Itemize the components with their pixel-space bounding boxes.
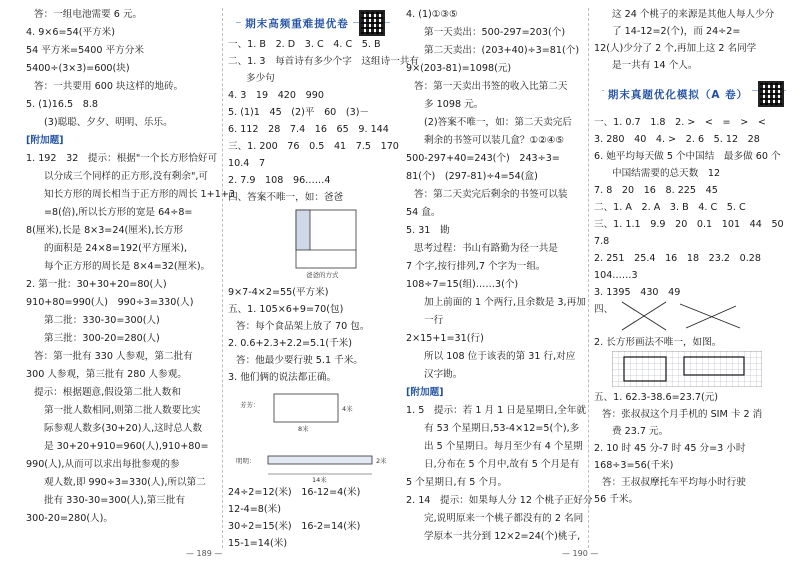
answer-line: 加上前面的 1 个两行,且余数是 3,再加 xyxy=(424,297,586,308)
answer-line: 第一天卖出：500-297=203(个) xyxy=(424,27,566,38)
banner-title: 期末真题优化模拟（A 卷） xyxy=(604,87,752,102)
figure-grid xyxy=(612,351,794,389)
answer-line: 910+80=990(人) 990÷3=330(人) xyxy=(26,297,194,308)
answer-line: 15-1=14(米) xyxy=(228,538,288,549)
answer-line: 一、1. 0.7 1.8 2. > < = > < xyxy=(594,117,766,128)
answer-line: 以分成三个同样的正方形,没有剩余",可 xyxy=(44,171,209,182)
answer-line: 思考过程：书山有路勤为径一共是 xyxy=(414,243,558,254)
dim-8m: 8米 xyxy=(298,425,309,433)
crossing-lines-diagram xyxy=(616,298,746,334)
answer-line: 7.8 xyxy=(594,236,610,247)
answer-line: 第二天卖出：(203+40)÷3=81(个) xyxy=(424,45,580,56)
qr-code-icon xyxy=(359,10,385,36)
answer-line: 1. 5 提示：若 1 月 1 日是星期日,全年就 xyxy=(406,405,587,416)
figure-rooms xyxy=(286,206,398,284)
answer-line: 9×(203-81)=1098(元) xyxy=(406,63,512,74)
answer-line: 一行 xyxy=(424,315,444,326)
answer-line: 2. 0.6+2.3+2.2=5.1(千米) xyxy=(228,338,353,349)
answer-line: 了 14-12=2(个)，而 24÷2= xyxy=(612,26,741,37)
answer-line: 二、1. 3 每首诗有多少个字 这组诗一共有 xyxy=(228,56,419,67)
page-number: — 189 — xyxy=(186,549,223,558)
answer-line: 2. 第一批：30+30+20=80(人) xyxy=(26,279,167,290)
answer-line: 答：第一天卖出书签的收入比第二天 xyxy=(414,81,568,92)
answer-line: 24÷2=12(米) 16-12=4(米) xyxy=(228,487,361,498)
answer-line: 5. (1)1 45 (2)平 60 (3)－ xyxy=(228,107,370,118)
rectangle-grid-diagram xyxy=(612,351,762,387)
answer-line: 2. 10 时 45 分-7 时 45 分=3 小时 xyxy=(594,443,746,454)
answer-line: 日,分布在 5 个月中,故有 5 个月是有 xyxy=(424,459,580,470)
dim-4m: 4米 xyxy=(342,405,353,413)
answer-line: 300 人参观，第三批有 280 人参观。 xyxy=(26,369,187,380)
answer-line: 五、1. 62.3-38.6=23.7(元) xyxy=(594,392,719,403)
answer-column-2 xyxy=(228,6,419,552)
answer-line: 答：张叔叔这个月手机的 SIM 卡 2 消 xyxy=(602,409,763,420)
room-diagram xyxy=(286,206,376,278)
answer-line: 56 千米。 xyxy=(594,494,639,505)
answer-line: 54 盒。 xyxy=(406,207,441,218)
answer-line: 4. 3 19 420 990 xyxy=(228,90,324,101)
answer-line: 500-297+40=243(个) 243÷3= xyxy=(406,153,560,164)
answer-line: 第一批人数相同,则第二批人数要比实 xyxy=(44,405,201,416)
answer-line: 12-4=8(米) xyxy=(228,504,281,515)
answer-line: 四、 xyxy=(594,304,614,315)
answer-line: 答：第一批有 330 人参观，第二批有 xyxy=(34,351,193,362)
answer-line: 3. 280 40 4. > 2. 6 5. 12 28 xyxy=(594,134,760,145)
answer-line: [附加题] xyxy=(26,135,64,146)
answer-line: 费 23.7 元。 xyxy=(612,426,669,437)
answer-line: 一、1. B 2. D 3. C 4. C 5. B xyxy=(228,39,381,50)
answer-line: 5400÷(3×3)=600(块) xyxy=(26,63,130,74)
answer-column-1 xyxy=(26,6,235,528)
answer-line: 6. 她平均每天做 5 个中国结 最多做 60 个 xyxy=(594,151,781,162)
answer-line: 1. 192 32 提示：根据"一个长方形恰好可 xyxy=(26,153,218,164)
answer-line: 观人数,即 990÷3=330(人),所以第二 xyxy=(44,477,206,488)
answer-line: 批有 330-30=300(人),第三批有 xyxy=(44,495,186,506)
answer-line: 三、1. 1.1 9.9 20 0.1 101 44 50 xyxy=(594,219,784,230)
answer-line: 2. 251 25.4 16 18 23.2 0.28 xyxy=(594,253,761,264)
answer-column-4 xyxy=(594,6,794,508)
answer-line: 104……3 xyxy=(594,270,638,281)
answer-line: 知长方形的周长相当于正方形的周长 1+1+3 xyxy=(44,189,235,200)
answer-line: 汉字勘。 xyxy=(424,369,463,380)
answer-line: 有 53 个星期日,53-4×12=5(个),多 xyxy=(424,423,580,434)
dim-14m: 14米 xyxy=(312,476,327,484)
column-divider xyxy=(222,8,223,548)
answer-line: 三、1. 200 76 0.5 41 7.5 170 xyxy=(228,141,399,152)
answer-line: 答：王叔叔摩托车平均每小时行驶 xyxy=(602,477,746,488)
answer-line: 2×15+1=31(行) xyxy=(406,333,484,344)
answer-line: 是一共有 14 个人。 xyxy=(612,60,698,71)
answer-line: 际参观人数多(30+20)人,这时总人数 xyxy=(44,423,203,434)
dim-2m: 2米 xyxy=(376,457,387,465)
mingming-label: 明明： xyxy=(236,457,256,465)
answer-line: 54 平方米=5400 平方分米 xyxy=(26,45,144,56)
fangfang-label: 芳芳： xyxy=(240,401,260,409)
answer-line: 是 30+20+910=960(人),910+80= xyxy=(44,441,209,452)
answer-line: 81(个) (297-81)÷4=54(盒) xyxy=(406,171,538,182)
answer-line: 答：一组电池需要 6 元。 xyxy=(34,9,143,20)
answer-line: 10.4 7 xyxy=(228,158,266,169)
answer-line: 每个正方形的周长是 8×4=32(厘米)。 xyxy=(44,261,211,272)
answer-line: 3. 1395 430 49 xyxy=(594,287,681,298)
figure-caption: 爸爸的方式 xyxy=(306,271,339,279)
answer-line: 五、1. 105×6+9=70(包) xyxy=(228,304,344,315)
answer-line: 2. 长方形画法不唯一，如图。 xyxy=(594,337,722,348)
qr-code-icon xyxy=(758,81,784,107)
answer-line: 9×7-4×2=55(平方米) xyxy=(228,287,329,298)
answer-line: 7. 8 20 16 8. 225 45 xyxy=(594,185,718,196)
answer-line: 4. 9×6=54(平方米) xyxy=(26,27,115,38)
answer-line: 答：他最少要行驶 5.1 千米。 xyxy=(236,355,363,366)
answer-line: 5 个星期日,有 5 个月。 xyxy=(406,477,508,488)
answer-line: 990(人),从而可以求出每批参观的参 xyxy=(26,459,180,470)
answer-line: 提示：根据题意,假设第二批人数和 xyxy=(34,387,181,398)
answer-column-3 xyxy=(406,6,593,546)
answer-line: 剩余的书签可以装几盒？①②④⑤ xyxy=(424,135,564,146)
banner-title: 期末高频重难提优卷 xyxy=(241,16,353,31)
answer-line: 学原本一共分到 12×2=24(个)桃子, xyxy=(424,531,581,542)
answer-line: 300-20=280(人)。 xyxy=(26,513,114,524)
figure-fence xyxy=(228,386,398,484)
answer-line: 4. (1)①③⑤ xyxy=(406,9,458,20)
answer-line: 中国结需要的总天数 12 xyxy=(612,168,721,179)
answer-line: 2. 7.9 108 96……4 xyxy=(228,175,331,186)
figure-crossing-lines xyxy=(616,298,794,334)
right-page xyxy=(400,0,800,566)
section-banner xyxy=(228,6,398,40)
answer-line: 四、答案不唯一，如：爸爸 xyxy=(228,192,344,203)
answer-line: 168÷3=56(千米) xyxy=(594,460,674,471)
answer-line: 第二批：330-30=300(人) xyxy=(44,315,160,326)
answer-line: 答：每个食品架上放了 70 包。 xyxy=(236,321,370,332)
answer-line: =8(倍),所以长方形的宽是 64÷8= xyxy=(44,207,193,218)
answer-line: 2. 14 提示：如果每人分 12 个桃子正好分 xyxy=(406,495,593,506)
answer-line: 5. (1)16.5 8.8 xyxy=(26,99,99,110)
answer-line: 这 24 个桃子的来源是其他人每人少分 xyxy=(612,9,775,20)
answer-line: 二、1. A 2. A 3. B 4. C 5. C xyxy=(594,202,746,213)
column-divider xyxy=(588,8,589,548)
answer-line: (2)答案不唯一，如：第二天卖完后 xyxy=(424,117,572,128)
answer-line: 多少句 xyxy=(246,73,275,84)
answer-line: 7 个字,按行排列,7 个字为一组。 xyxy=(406,261,546,272)
section-banner xyxy=(594,74,794,114)
answer-line: 所以 108 位于该表的第 31 行,对应 xyxy=(424,351,576,362)
answer-line: 答：第二天卖完后剩余的书签可以装 xyxy=(414,189,568,200)
answer-line: 答：一共要用 600 块这样的地砖。 xyxy=(34,81,184,92)
answer-line: 8(厘米),长是 8×3=24(厘米),长方形 xyxy=(26,225,184,236)
answer-line: 5. 31 勘 xyxy=(406,225,450,236)
answer-line: 的面积是 24×8=192(平方厘米), xyxy=(44,243,188,254)
answer-line: [附加题] xyxy=(406,387,444,398)
answer-line: 30÷2=15(米) 16-2=14(米) xyxy=(228,521,361,532)
answer-line: 3. 他们俩的说法都正确。 xyxy=(228,372,337,383)
answer-line: 完,说明原来一个桃子都没有的 2 名同 xyxy=(424,513,584,524)
answer-line: 第三批：300-20=280(人) xyxy=(44,333,160,344)
answer-line: 6. 112 28 7.4 16 65 9. 144 xyxy=(228,124,389,135)
answer-line: 多 1098 元。 xyxy=(424,99,484,110)
answer-line: (3)聪聪、夕夕、明明、乐乐。 xyxy=(44,117,173,128)
page-number: — 190 — xyxy=(562,549,599,558)
answer-line: 108÷7=15(组)……3(个) xyxy=(406,279,519,290)
answer-line: 12(人)少分了 2 个,再加上这 2 名同学 xyxy=(594,43,757,54)
answer-line: 出 5 个星期日。每月至少有 4 个星期 xyxy=(424,441,583,452)
